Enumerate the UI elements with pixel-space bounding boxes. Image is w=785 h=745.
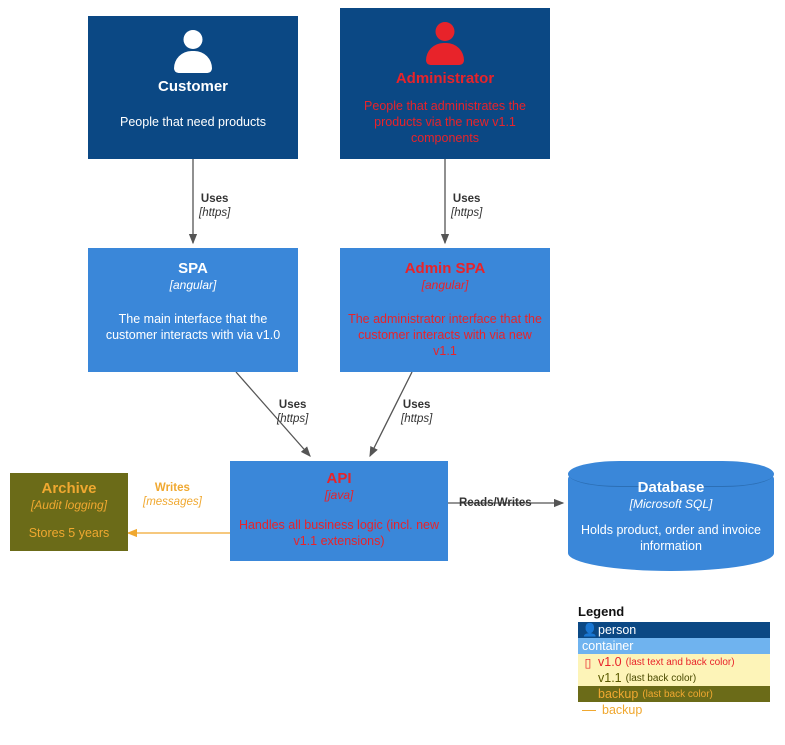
edge-label-text: Uses	[452, 193, 481, 205]
node-admin-spa[interactable]	[340, 248, 550, 372]
node-database-technology: [Microsoft SQL]	[629, 497, 713, 511]
node-customer-title: Customer	[157, 78, 228, 95]
edge-label-admin-adminspa	[451, 192, 482, 220]
node-archive-technology: [Audit logging]	[30, 498, 108, 512]
legend-item-v11	[578, 670, 770, 686]
node-customer[interactable]	[88, 16, 298, 159]
legend-item-person	[578, 622, 770, 638]
node-admin-spa-technology: [angular]	[421, 278, 469, 292]
node-database[interactable]	[568, 461, 774, 571]
edge-label-protocol: [messages]	[143, 496, 202, 508]
edge-label-protocol: [https]	[401, 413, 433, 425]
legend-title: Legend	[578, 604, 625, 619]
legend-item-label: v1.0	[598, 655, 622, 669]
edge-label-protocol: [https]	[199, 207, 231, 219]
legend-item-note: (last back color)	[642, 688, 713, 700]
legend-item-container	[578, 638, 770, 654]
edge-label-text: Writes	[154, 482, 190, 494]
node-api[interactable]	[230, 461, 448, 561]
legend-item-v10	[578, 654, 770, 670]
person-icon	[170, 30, 216, 72]
node-admin-spa-title: Admin SPA	[404, 260, 486, 277]
node-archive-description: Stores 5 years	[28, 526, 110, 540]
tag-icon: ▯	[584, 655, 592, 670]
edge-label-text: Uses	[278, 399, 307, 411]
node-api-technology: [java]	[324, 488, 354, 502]
legend	[578, 604, 770, 718]
person-icon	[422, 22, 468, 64]
legend-item-note: (last back color)	[625, 672, 697, 684]
node-spa[interactable]	[88, 248, 298, 372]
node-administrator-title: Administrator	[395, 70, 495, 87]
node-customer-description: People that need products	[120, 115, 266, 129]
node-spa-description: The main interface that the customer interacts with via v1.0	[105, 312, 281, 342]
legend-item-label: container	[582, 639, 634, 653]
legend-item-label: v1.1	[598, 671, 622, 685]
edge-label-customer-spa	[199, 192, 230, 220]
legend-item-backup-fill	[578, 686, 770, 702]
node-api-title: API	[326, 470, 352, 487]
node-administrator-description: People that administrates the products via the new v1.1 components	[364, 99, 526, 145]
node-administrator[interactable]	[340, 8, 550, 159]
edge-label-protocol: [https]	[277, 413, 309, 425]
legend-item-backup-arrow	[578, 702, 770, 718]
node-spa-title: SPA	[178, 260, 208, 277]
node-archive[interactable]	[10, 473, 128, 551]
edge-label-text: Uses	[200, 193, 229, 205]
edge-label-adminspa-api	[401, 398, 432, 426]
legend-item-label: person	[598, 623, 637, 637]
node-archive-title: Archive	[41, 480, 97, 497]
edge-label-api-database	[459, 496, 532, 510]
person-icon: 👤	[582, 622, 598, 637]
edge-label-text: Uses	[402, 399, 431, 411]
dash-icon	[582, 710, 596, 711]
node-api-description: Handles all business logic (incl. new v1.1 extensions)	[238, 518, 440, 548]
node-database-title: Database	[637, 479, 705, 496]
node-spa-technology: [angular]	[169, 278, 217, 292]
node-admin-spa-description: The administrator interface that the customer interacts with via new v1.1	[348, 312, 542, 358]
legend-item-label: backup	[598, 687, 639, 701]
edge-label-spa-api	[277, 398, 308, 426]
edge-label-text: Reads/Writes	[459, 497, 532, 509]
edge-label-api-archive	[143, 481, 202, 509]
node-database-description: Holds product, order and invoice information	[581, 523, 761, 553]
legend-item-label: backup	[602, 703, 643, 717]
legend-item-note: (last text and back color)	[625, 656, 735, 668]
edge-label-protocol: [https]	[451, 207, 483, 219]
